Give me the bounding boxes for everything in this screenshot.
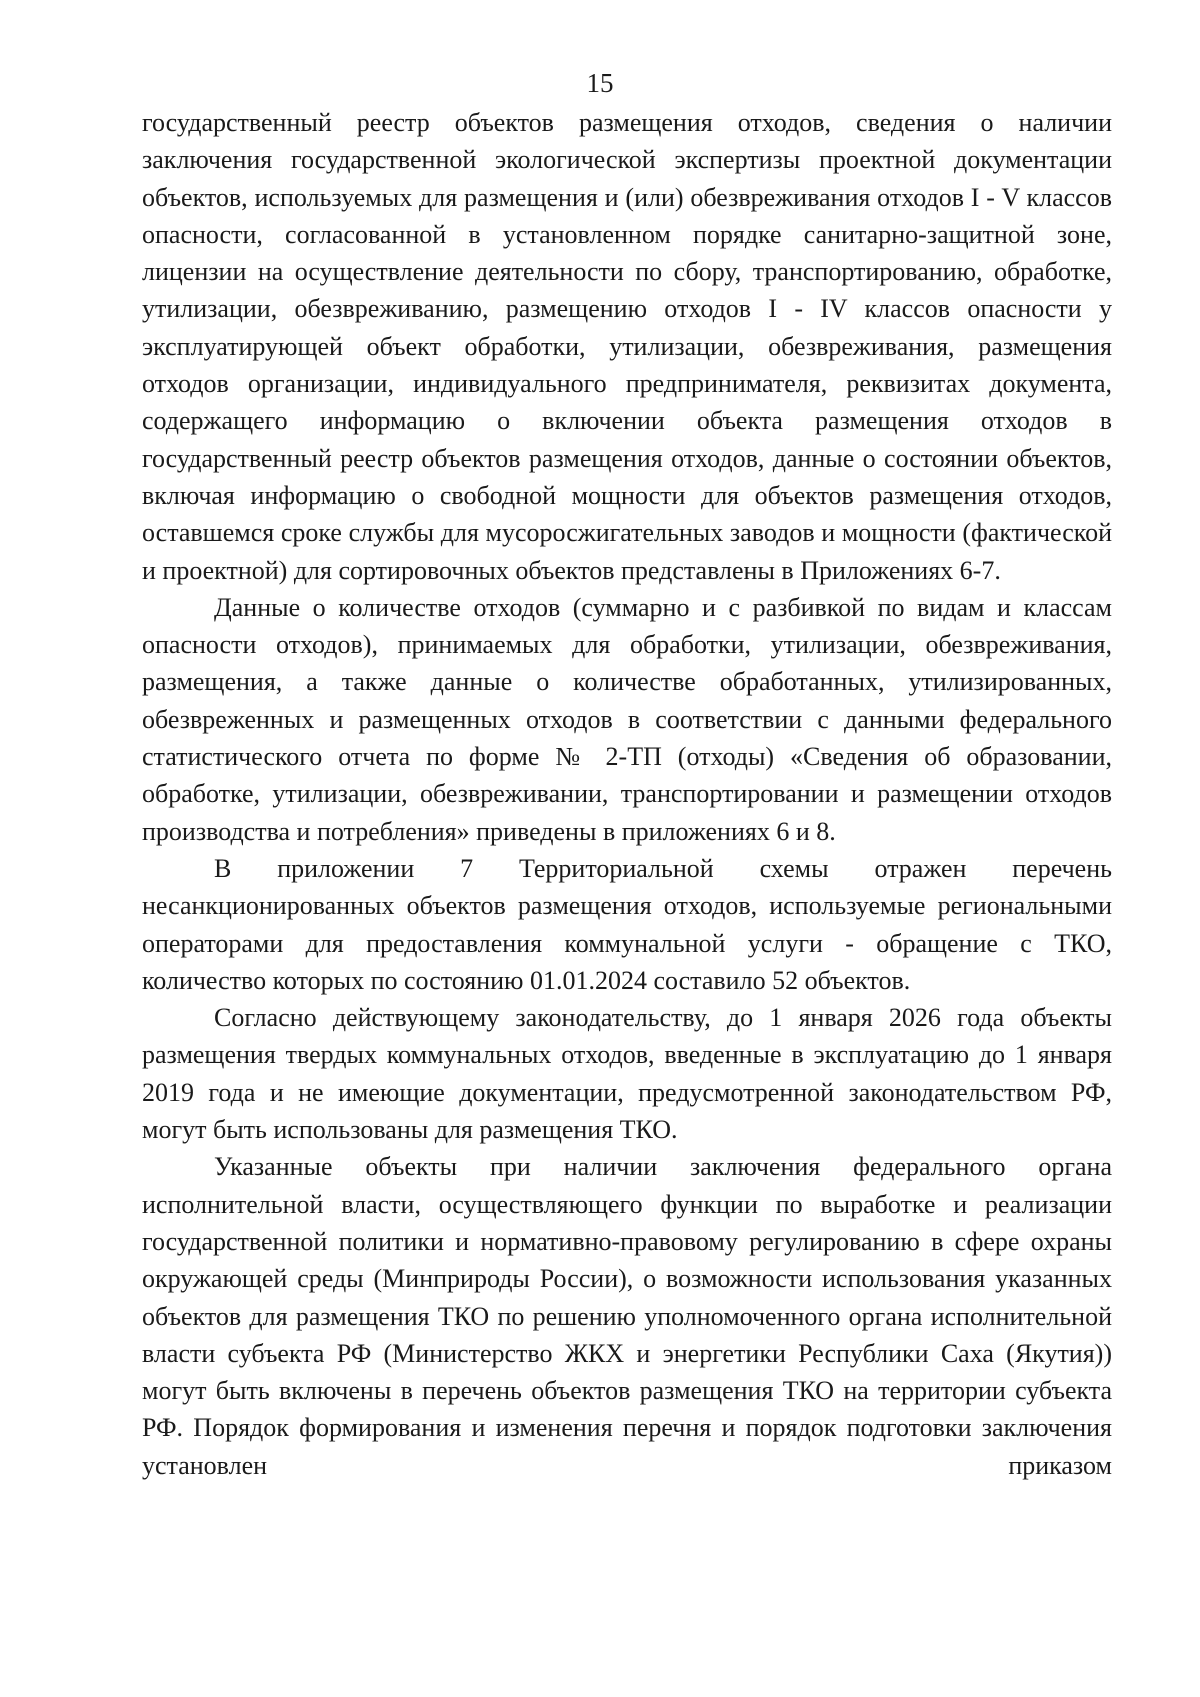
paragraph-continuation: государственный реестр объектов размещения отходов, сведения о наличии заключения государственной экологической экспертизы проектной документации объектов, используемых для размещения и (или) обезвреживания отходов I - V классов опасности, согласованной в установленном порядке санитарно-защитной зоне, лицензии на осуществление деятельности по сбору, транспортированию, обработке, утилизации, обезвреживанию, размещению отходов I - IV классов опасности у эксплуатирующей объект обработки, утилизации, обезвреживания, размещения отходов организации, индивидуального предпринимателя, реквизитах документа, содержащего информацию о включении объекта размещения отходов в государственный реестр объектов размещения отходов, данные о состоянии объектов, включая информацию о свободной мощности для объектов размещения отходов, оставшемся сроке службы для мусоросжигательных заводов и мощности (фактической и проектной) для сортировочных объектов представлены в Приложениях 6-7.	[142, 108, 1112, 585]
page-number: 15	[586, 68, 614, 98]
paragraph-conditions: Указанные объекты при наличии заключения федерального органа исполнительной власти, осуществляющего функции по выработке и реализации государственной политики и нормативно-правовому регулированию в сфере охраны окружающей среды (Минприроды России), о возможности использования указанных объектов для размещения ТКО по решению уполномоченного органа исполнительной власти субъекта РФ (Министерство ЖКХ и энергетики Республики Саха (Якутия)) могут быть включены в перечень объектов размещения ТКО на территории субъекта РФ. Порядок формирования и изменения перечня и порядок подготовки заключения установлен приказом	[142, 1152, 1112, 1480]
paragraph-waste-quantity: Данные о количестве отходов (суммарно и с разбивкой по видам и классам опасности отходов), принимаемых для обработки, утилизации, обезвреживания, размещения, а также данные о количестве обработанных, утилизированных, обезвреженных и размещенных отходов в соответствии с данными федерального статистического отчета по форме № 2-ТП (отходы) «Сведения об образовании, обработке, утилизации, обезвреживании, транспортировании и размещении отходов производства и потребления» приведены в приложениях 6 и 8.	[142, 592, 1112, 846]
paragraph-unauthorized-sites: В приложении 7 Территориальной схемы отражен перечень несанкционированных объектов размещения отходов, используемые региональными операторами для предоставления коммунальной услуги - обращение с ТКО, количество которых по состоянию 01.01.2024 составило 52 объектов.	[142, 853, 1112, 995]
document-body	[142, 104, 1112, 1484]
paragraph-legislation: Согласно действующему законодательству, до 1 января 2026 года объекты размещения твердых коммунальных отходов, введенные в эксплуатацию до 1 января 2019 года и не имеющие документации, предусмотренной законодательством РФ, могут быть использованы для размещения ТКО.	[142, 1003, 1112, 1145]
